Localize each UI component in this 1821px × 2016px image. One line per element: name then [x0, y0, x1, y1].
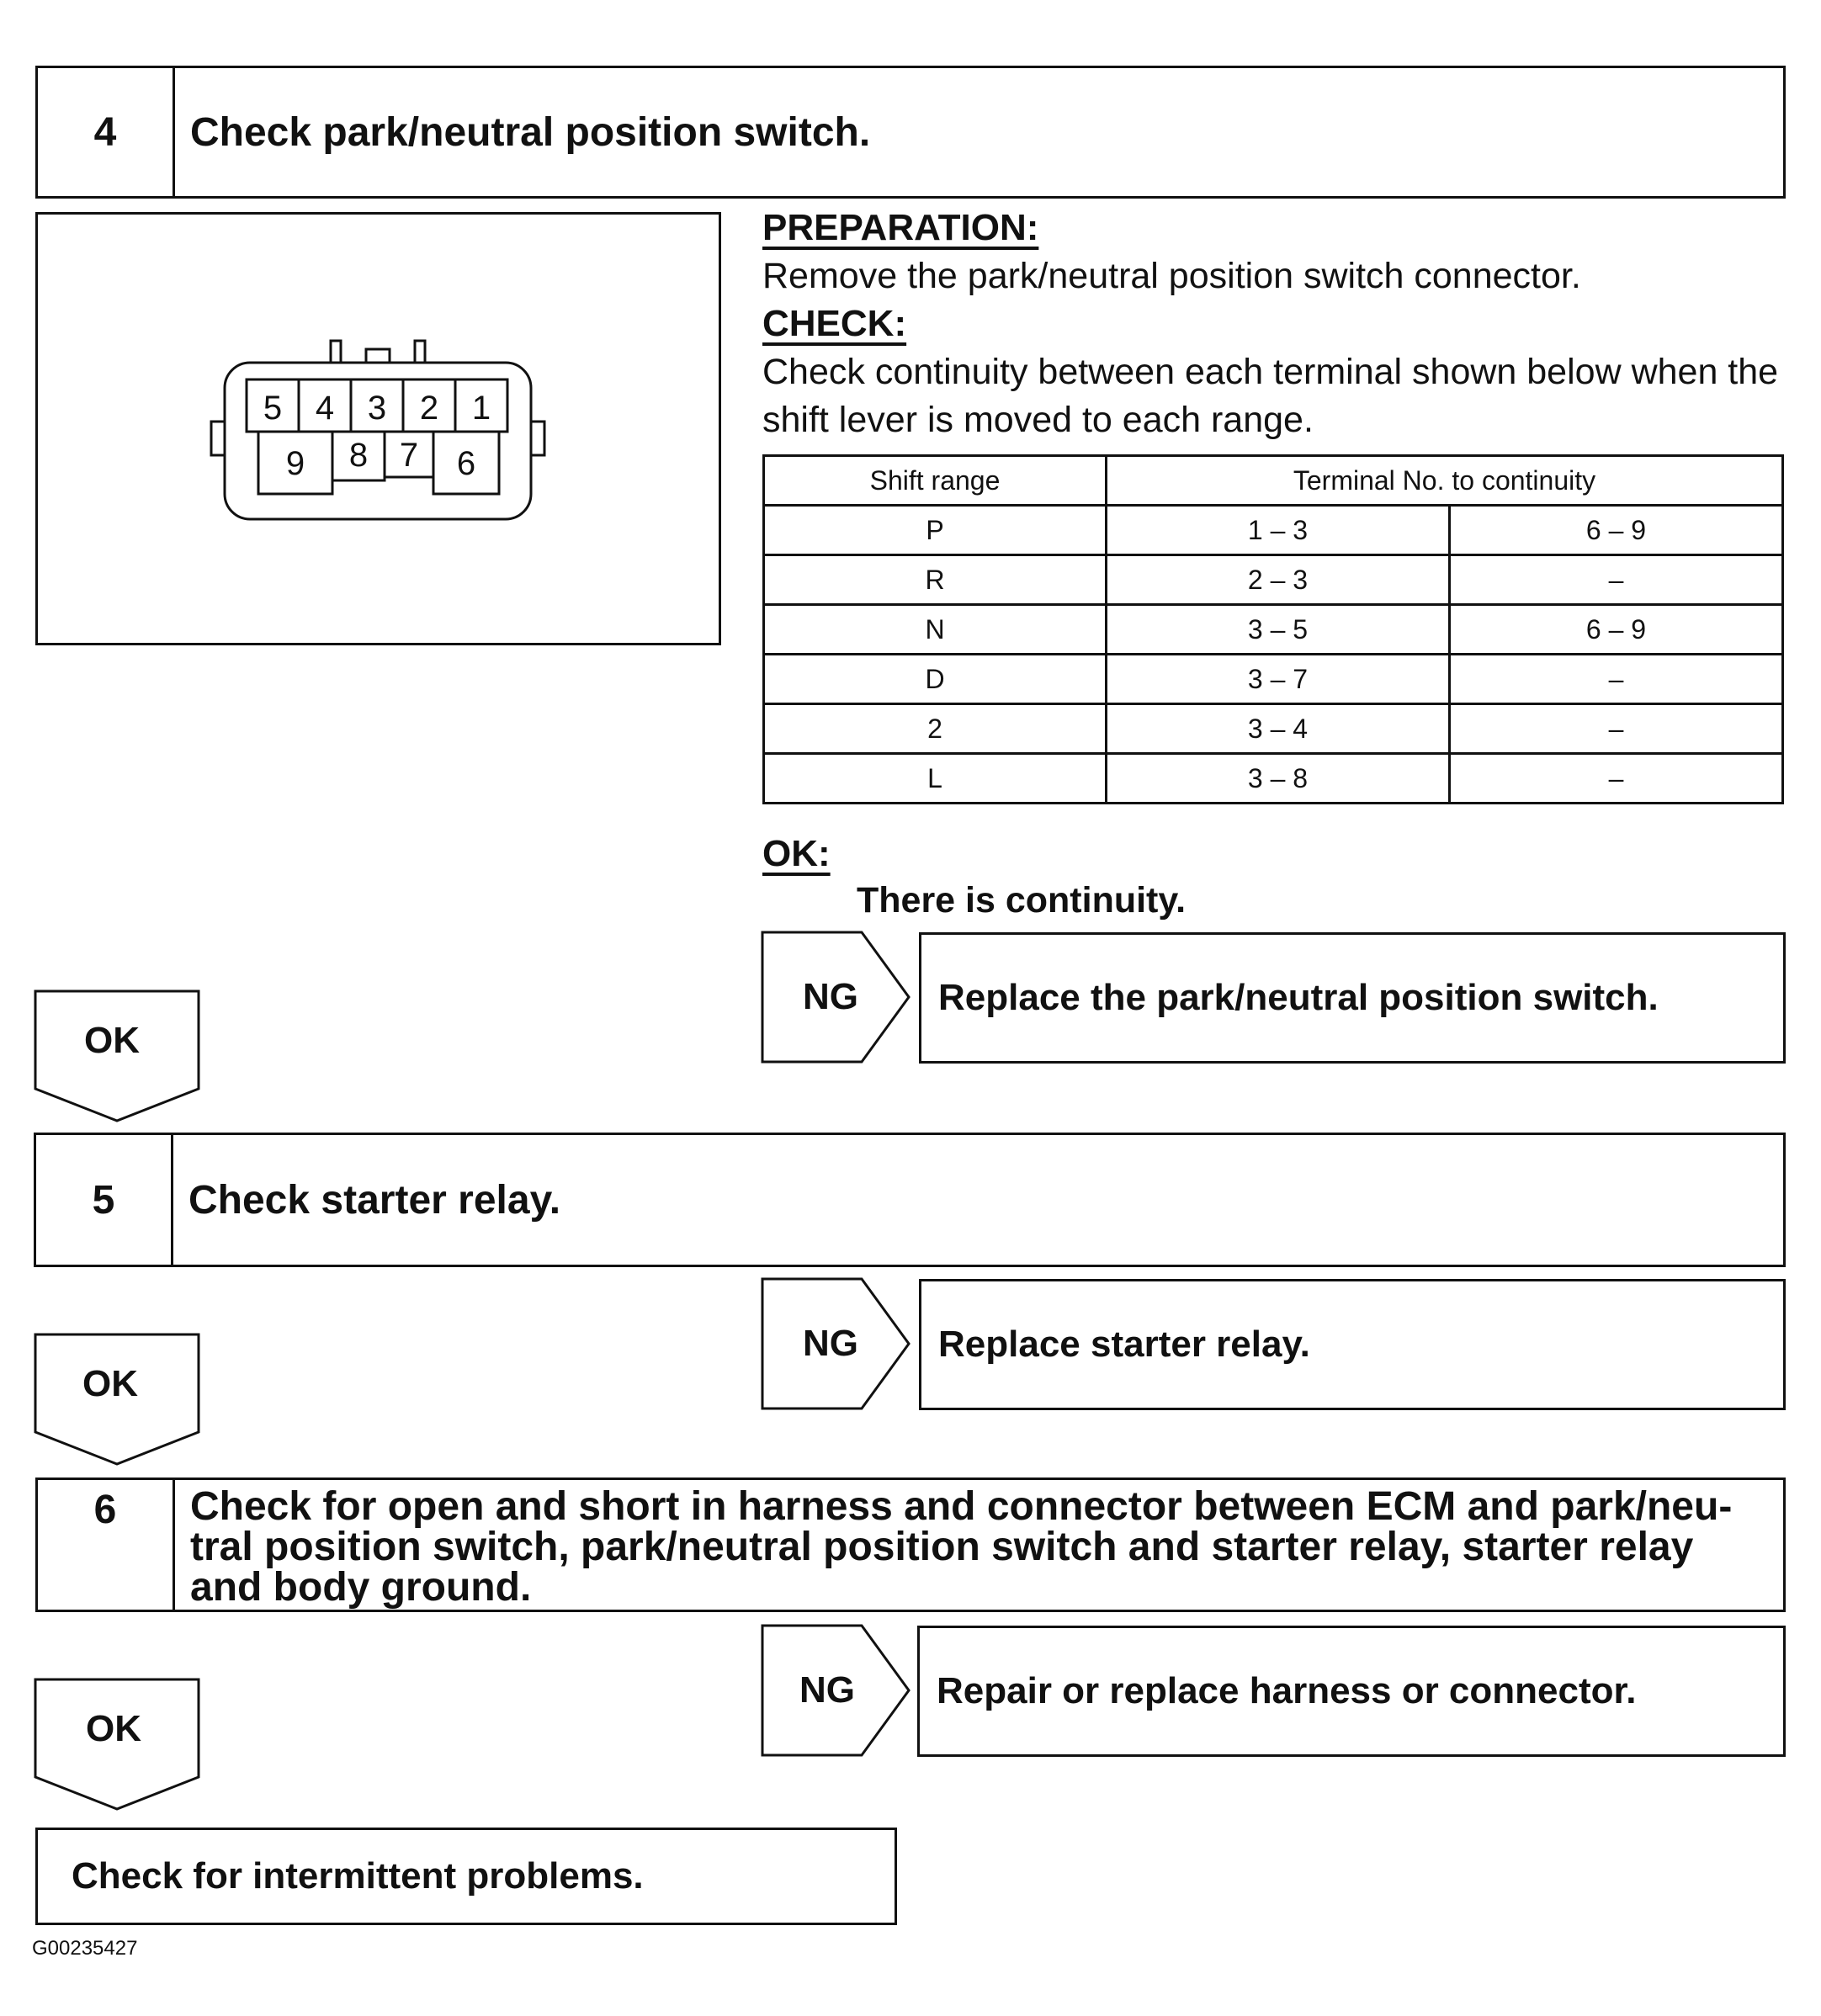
cell-range: P: [764, 506, 1107, 555]
cell-range: N: [764, 605, 1107, 655]
terminal-8-label: 8: [348, 437, 369, 474]
cell-terminal-b: –: [1450, 754, 1783, 804]
check-heading: CHECK:: [762, 303, 907, 344]
step-6-header: [35, 1478, 1786, 1612]
cell-terminal-a: 2 – 3: [1107, 555, 1450, 605]
cell-terminal-a: 3 – 4: [1107, 704, 1450, 754]
cell-range: L: [764, 754, 1107, 804]
cell-terminal-a: 1 – 3: [1107, 506, 1450, 555]
step-6-number: 6: [38, 1480, 175, 1610]
cell-range: D: [764, 655, 1107, 704]
continuity-table: [762, 454, 1784, 804]
cell-terminal-a: 3 – 8: [1107, 754, 1450, 804]
step-6-title-line-2: tral position switch, park/neutral position switch and starter relay, starter relay: [190, 1525, 1694, 1569]
figure-code: G00235427: [32, 1937, 138, 1960]
terminal-6-label: 6: [456, 445, 476, 482]
connector-diagram: [38, 215, 719, 643]
ng-action-3: Repair or replace harness or connector.: [917, 1626, 1786, 1757]
ng-label-1: NG: [803, 976, 858, 1017]
table-row: [764, 754, 1783, 804]
ok-criteria-heading: OK:: [762, 833, 831, 874]
table-row: [764, 506, 1783, 555]
ng-label-3: NG: [799, 1669, 855, 1711]
header-terminal-no: Terminal No. to continuity: [1107, 456, 1783, 506]
table-header-row: [764, 456, 1783, 506]
cell-terminal-a: 3 – 7: [1107, 655, 1450, 704]
connector-figure: [35, 212, 721, 645]
table-row: [764, 655, 1783, 704]
table-row: [764, 704, 1783, 754]
cell-range: R: [764, 555, 1107, 605]
final-step-box: Check for intermittent problems.: [35, 1828, 897, 1925]
cell-terminal-a: 3 – 5: [1107, 605, 1450, 655]
table-row: [764, 555, 1783, 605]
terminal-5-label: 5: [263, 390, 283, 427]
ok-label-1: OK: [84, 1020, 140, 1061]
terminal-3-label: 3: [367, 390, 387, 427]
ok-label-2: OK: [82, 1363, 138, 1404]
step-5-title: Check starter relay.: [188, 1177, 561, 1223]
ng-label-2: NG: [803, 1323, 858, 1364]
cell-terminal-b: –: [1450, 555, 1783, 605]
terminal-9-label: 9: [285, 445, 305, 482]
ok-label-3: OK: [86, 1708, 141, 1749]
step-6-title-line-3: and body ground.: [190, 1565, 532, 1610]
table-row: [764, 605, 1783, 655]
terminal-4-label: 4: [315, 390, 335, 427]
ng-action-2: Replace starter relay.: [919, 1279, 1786, 1410]
step-5-header: [34, 1133, 1786, 1267]
cell-terminal-b: –: [1450, 704, 1783, 754]
ng-action-1: Replace the park/neutral position switch.: [919, 932, 1786, 1064]
header-shift-range: Shift range: [764, 456, 1107, 506]
step-4-number: 4: [38, 68, 175, 196]
check-text-line-2: shift lever is moved to each range.: [762, 400, 1314, 440]
step-4-header: [35, 66, 1786, 199]
preparation-heading: PREPARATION:: [762, 207, 1039, 248]
step-4-title: Check park/neutral position switch.: [190, 109, 871, 155]
step-6-title-line-1: Check for open and short in harness and connector between ECM and park/neu-: [190, 1484, 1733, 1529]
ok-criteria-text: There is continuity.: [857, 880, 1187, 920]
check-text-line-1: Check continuity between each terminal shown below when the: [762, 352, 1779, 392]
step-5-number: 5: [36, 1135, 173, 1265]
cell-terminal-b: 6 – 9: [1450, 605, 1783, 655]
preparation-text: Remove the park/neutral position switch connector.: [762, 256, 1581, 296]
step-6-title: [175, 1480, 1783, 1610]
terminal-1-label: 1: [471, 390, 491, 427]
cell-range: 2: [764, 704, 1107, 754]
terminal-2-label: 2: [419, 390, 439, 427]
terminal-7-label: 7: [399, 437, 419, 474]
cell-terminal-b: 6 – 9: [1450, 506, 1783, 555]
cell-terminal-b: –: [1450, 655, 1783, 704]
